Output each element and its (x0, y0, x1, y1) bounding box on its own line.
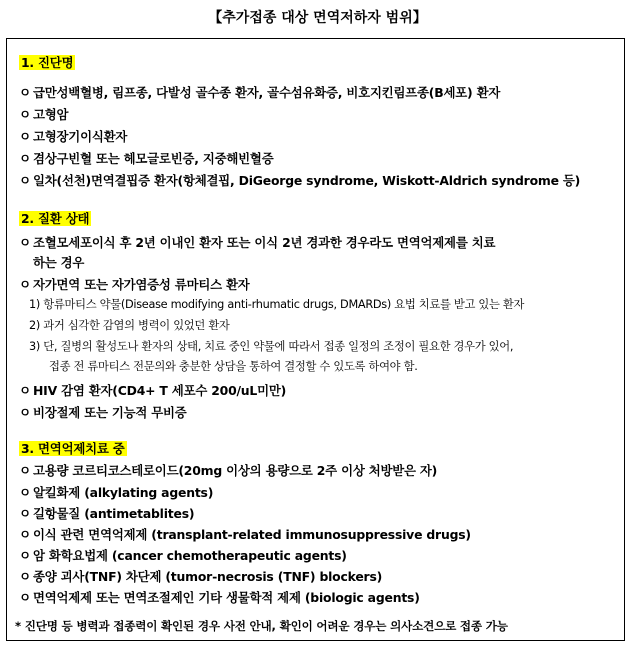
content-box (6, 38, 625, 641)
list-item: ㅇ 조혈모세포이식 후 2년 이내인 환자 또는 이식 2년 경과한 경우라도 면역억제제를 치료 (19, 235, 496, 250)
bullet-icon: ㅇ (19, 129, 31, 144)
bullet-icon: ㅇ (19, 173, 31, 188)
bullet-icon: ㅇ (19, 590, 31, 605)
list-item: ㅇ 알킬화제 (alkylating agents) (19, 485, 214, 500)
bullet-icon: ㅇ (19, 463, 31, 478)
bullet-icon: ㅇ (19, 277, 31, 292)
section-heading: 3. 면역억제치료 중 (21, 441, 125, 456)
bullet-icon: ㅇ (19, 569, 31, 584)
bullet-icon: ㅇ (19, 235, 31, 250)
list-item: ㅇ 길항물질 (antimetablites) (19, 506, 195, 521)
bullet-icon: ㅇ (19, 151, 31, 166)
list-item: ㅇ 이식 관련 면역억제제 (transplant-related immunosuppressive drugs) (19, 527, 471, 542)
list-item: ㅇ 고용량 코르티코스테로이드(20mg 이상의 용량으로 2주 이상 처방받은 자) (19, 463, 438, 478)
list-item: ㅇ 고형암 (19, 107, 69, 122)
bullet-icon: ㅇ (19, 548, 31, 563)
list-item: ㅇ HIV 감염 환자(CD4+ T 세포수 200/uL미만) (19, 383, 287, 398)
list-item-continuation: 하는 경우 (33, 255, 85, 270)
sub-item: 3) 단, 질병의 활성도나 환자의 상태, 치료 중인 약물에 따라서 접종 일정의 조정이 필요한 경우가 있어, (29, 340, 514, 353)
bullet-icon: ㅇ (19, 506, 31, 521)
list-item: ㅇ 비장절제 또는 기능적 무비증 (19, 405, 187, 420)
list-item: ㅇ 겸상구빈혈 또는 헤모글로빈증, 지중해빈혈증 (19, 151, 274, 166)
sub-item: 1) 항류마티스 약물(Disease modifying anti-rhumatic drugs, DMARDs) 요법 치료를 받고 있는 환자 (29, 298, 525, 311)
bullet-icon: ㅇ (19, 405, 31, 420)
list-item: ㅇ 면역억제제 또는 면역조절제인 기타 생물학적 제제 (biologic agents) (19, 590, 420, 605)
list-item: ㅇ 암 화학요법제 (cancer chemotherapeutic agents) (19, 548, 347, 563)
page-title: 【추가접종 대상 면역저하자 범위】 (208, 10, 427, 26)
list-item: ㅇ 고형장기이식환자 (19, 129, 128, 144)
bullet-icon: ㅇ (19, 383, 31, 398)
bullet-icon: ㅇ (19, 527, 31, 542)
list-item: ㅇ 일차(선천)면역결핍증 환자(항체결핍, DiGeorge syndrome, Wiskott-Aldrich syndrome 등) (19, 173, 581, 188)
bullet-icon: ㅇ (19, 85, 31, 100)
list-item: ㅇ 자가면역 또는 자가염증성 류마티스 환자 (19, 277, 250, 292)
footnote: * 진단명 등 병력과 접종력이 확인된 경우 사전 안내, 확인이 어려운 경우는 의사소견으로 접종 가능 (15, 619, 508, 633)
list-item: ㅇ 급만성백혈병, 림프종, 다발성 골수종 환자, 골수섬유화증, 비호지킨림프종(B세포) 환자 (19, 85, 501, 100)
bullet-icon: ㅇ (19, 485, 31, 500)
sub-item-continuation: 접종 전 류마티스 전문의와 충분한 상담을 통하여 결정할 수 있도록 하여야 함. (49, 360, 418, 373)
bullet-icon: ㅇ (19, 107, 31, 122)
section-heading: 1. 진단명 (21, 55, 74, 70)
section-heading: 2. 질환 상태 (21, 211, 90, 226)
list-item: ㅇ 종양 괴사(TNF) 차단제 (tumor-necrosis (TNF) blockers) (19, 569, 383, 584)
sub-item: 2) 과거 심각한 감염의 병력이 있었던 환자 (29, 319, 230, 332)
